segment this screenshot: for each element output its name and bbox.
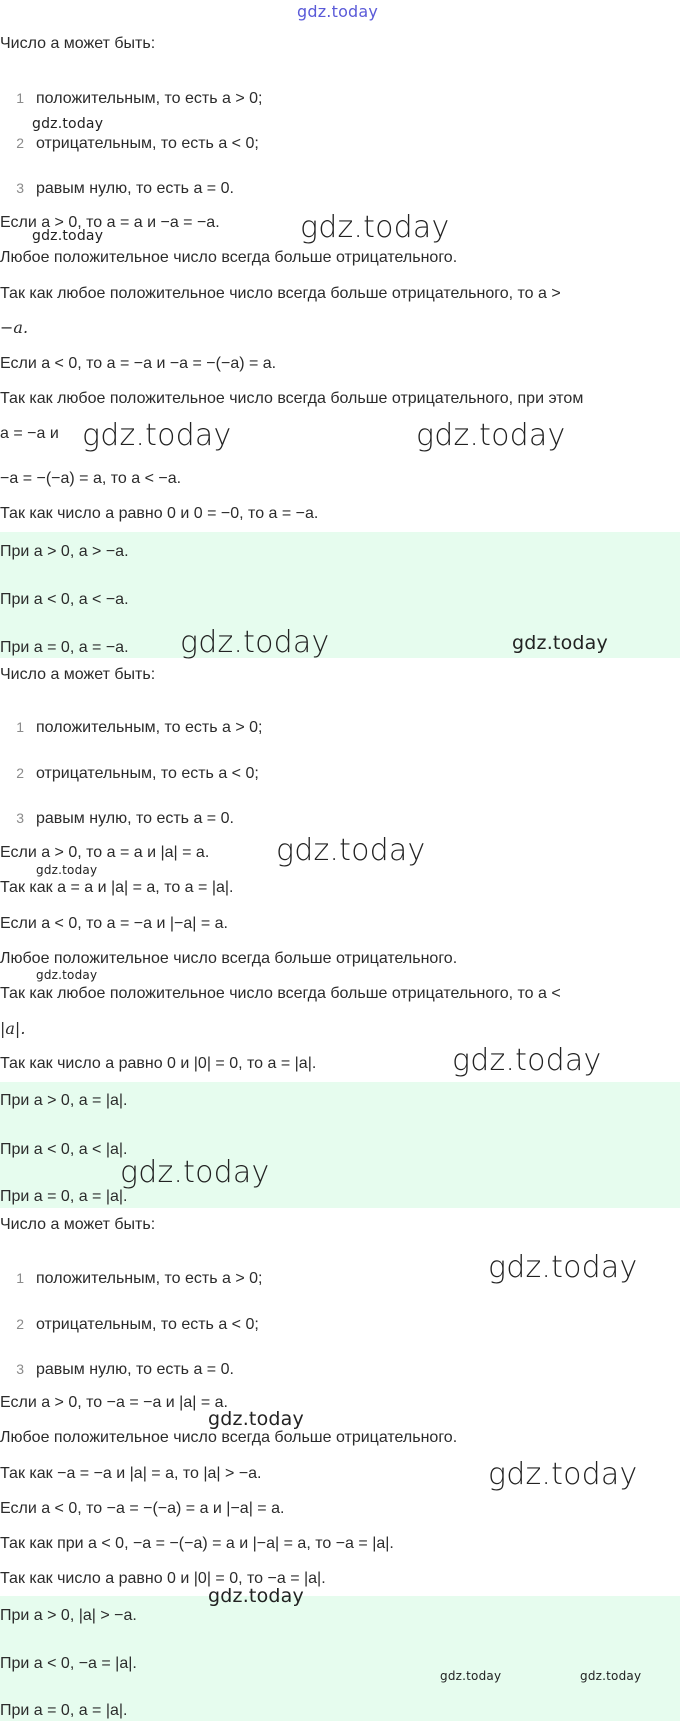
section2-list-item bbox=[0, 717, 262, 738]
section2-intro: Число a может быть: bbox=[0, 666, 156, 683]
section1-intro: Число a может быть: bbox=[0, 35, 156, 52]
watermark: gdz.today bbox=[300, 210, 450, 245]
list-number: 3 bbox=[16, 810, 24, 826]
list-item-text: отрицательным, то есть a < 0; bbox=[36, 135, 259, 152]
section3-list-item bbox=[0, 1268, 262, 1289]
watermark: gdz.today bbox=[580, 1669, 642, 1683]
section1-list-item bbox=[0, 88, 262, 109]
section3-list-item bbox=[0, 1314, 259, 1335]
list-number: 3 bbox=[16, 180, 24, 196]
watermark: gdz.today bbox=[32, 116, 104, 132]
text-line: a = −a и bbox=[0, 425, 59, 442]
list-item-text: равым нулю, то есть a = 0. bbox=[36, 810, 234, 827]
watermark: gdz.today bbox=[512, 632, 608, 654]
watermark: gdz.today bbox=[208, 1408, 304, 1430]
section1-list-item bbox=[0, 178, 234, 199]
list-number: 2 bbox=[16, 765, 24, 781]
list-item-text: положительным, то есть a > 0; bbox=[36, 90, 263, 107]
answer-line: При a = 0, a = |a|. bbox=[0, 1702, 128, 1719]
section1-list-item bbox=[0, 133, 259, 154]
header-watermark: gdz.today bbox=[297, 2, 379, 21]
list-number: 1 bbox=[16, 719, 24, 735]
text-line: Так как a = a и |a| = a, то a = |a|. bbox=[0, 879, 234, 896]
watermark: gdz.today bbox=[488, 1457, 638, 1492]
watermark: gdz.today bbox=[120, 1155, 270, 1190]
text-line: Так как число a равно 0 и |0| = 0, то a = |a|. bbox=[0, 1055, 317, 1072]
text-line: |a|. bbox=[0, 1019, 26, 1038]
watermark: gdz.today bbox=[36, 863, 98, 877]
text-line: Если a < 0, то a = −a и |−a| = a. bbox=[0, 915, 228, 932]
answer-line: При a < 0, a < |a|. bbox=[0, 1141, 128, 1158]
watermark: gdz.today bbox=[82, 418, 232, 453]
answer-line: При a < 0, −a = |a|. bbox=[0, 1655, 137, 1672]
text-line: −a = −(−a) = a, то a < −a. bbox=[0, 470, 182, 487]
watermark: gdz.today bbox=[416, 418, 566, 453]
section3-list-item bbox=[0, 1359, 234, 1380]
text-line: Если a < 0, то −a = −(−a) = a и |−a| = a. bbox=[0, 1500, 285, 1517]
list-number: 3 bbox=[16, 1361, 24, 1377]
section3-intro: Число a может быть: bbox=[0, 1216, 156, 1233]
text-line: Любое положительное число всегда больше отрицательного. bbox=[0, 950, 458, 967]
list-number: 2 bbox=[16, 135, 24, 151]
watermark: gdz.today bbox=[208, 1585, 304, 1607]
watermark: gdz.today bbox=[488, 1250, 638, 1285]
list-item-text: отрицательным, то есть a < 0; bbox=[36, 765, 259, 782]
text-line: Так как любое положительное число всегда больше отрицательного, при этом bbox=[0, 390, 584, 407]
list-item-text: положительным, то есть a > 0; bbox=[36, 719, 263, 736]
answer-line: При a > 0, a > −a. bbox=[0, 543, 129, 560]
text-line: Так как число a равно 0 и 0 = −0, то a = −a. bbox=[0, 505, 319, 522]
answer-line: При a = 0, a = −a. bbox=[0, 639, 129, 656]
list-item-text: отрицательным, то есть a < 0; bbox=[36, 1316, 259, 1333]
list-number: 1 bbox=[16, 1270, 24, 1286]
answer-line: При a = 0, a = |a|. bbox=[0, 1188, 128, 1205]
list-number: 2 bbox=[16, 1316, 24, 1332]
text-line: Любое положительное число всегда больше отрицательного. bbox=[0, 249, 458, 266]
answer-line: При a > 0, |a| > −a. bbox=[0, 1607, 137, 1624]
answer-line: При a > 0, a = |a|. bbox=[0, 1092, 128, 1109]
text-line: Так как число a равно 0 и |0| = 0, то −a = |a|. bbox=[0, 1570, 326, 1587]
list-item-text: равым нулю, то есть a = 0. bbox=[36, 1361, 234, 1378]
text-line: Так как при a < 0, −a = −(−a) = a и |−a| = a, то −a = |a|. bbox=[0, 1535, 394, 1552]
text-line: Если a > 0, то a = a и −a = −a. bbox=[0, 214, 220, 231]
text-line: Так как любое положительное число всегда больше отрицательного, то a < bbox=[0, 985, 561, 1002]
watermark: gdz.today bbox=[452, 1043, 602, 1078]
watermark: gdz.today bbox=[276, 833, 426, 868]
section2-list-item bbox=[0, 763, 259, 784]
answer-line: При a < 0, a < −a. bbox=[0, 591, 129, 608]
text-line: Если a > 0, то −a = −a и |a| = a. bbox=[0, 1394, 228, 1411]
watermark: gdz.today bbox=[36, 968, 98, 982]
watermark: gdz.today bbox=[180, 625, 330, 660]
text-line: Если a > 0, то a = a и |a| = a. bbox=[0, 844, 210, 861]
list-item-text: равым нулю, то есть a = 0. bbox=[36, 180, 234, 197]
list-number: 1 bbox=[16, 90, 24, 106]
watermark: gdz.today bbox=[440, 1669, 502, 1683]
text-line: Любое положительное число всегда больше отрицательного. bbox=[0, 1429, 458, 1446]
section2-list-item bbox=[0, 808, 234, 829]
text-line: −a. bbox=[0, 318, 29, 337]
text-line: Если a < 0, то a = −a и −a = −(−a) = a. bbox=[0, 355, 277, 372]
list-item-text: положительным, то есть a > 0; bbox=[36, 1270, 263, 1287]
text-line: Так как −a = −a и |a| = a, то |a| > −a. bbox=[0, 1465, 262, 1482]
text-line: Так как любое положительное число всегда больше отрицательного, то a > bbox=[0, 285, 561, 302]
watermark: gdz.today bbox=[32, 228, 104, 244]
